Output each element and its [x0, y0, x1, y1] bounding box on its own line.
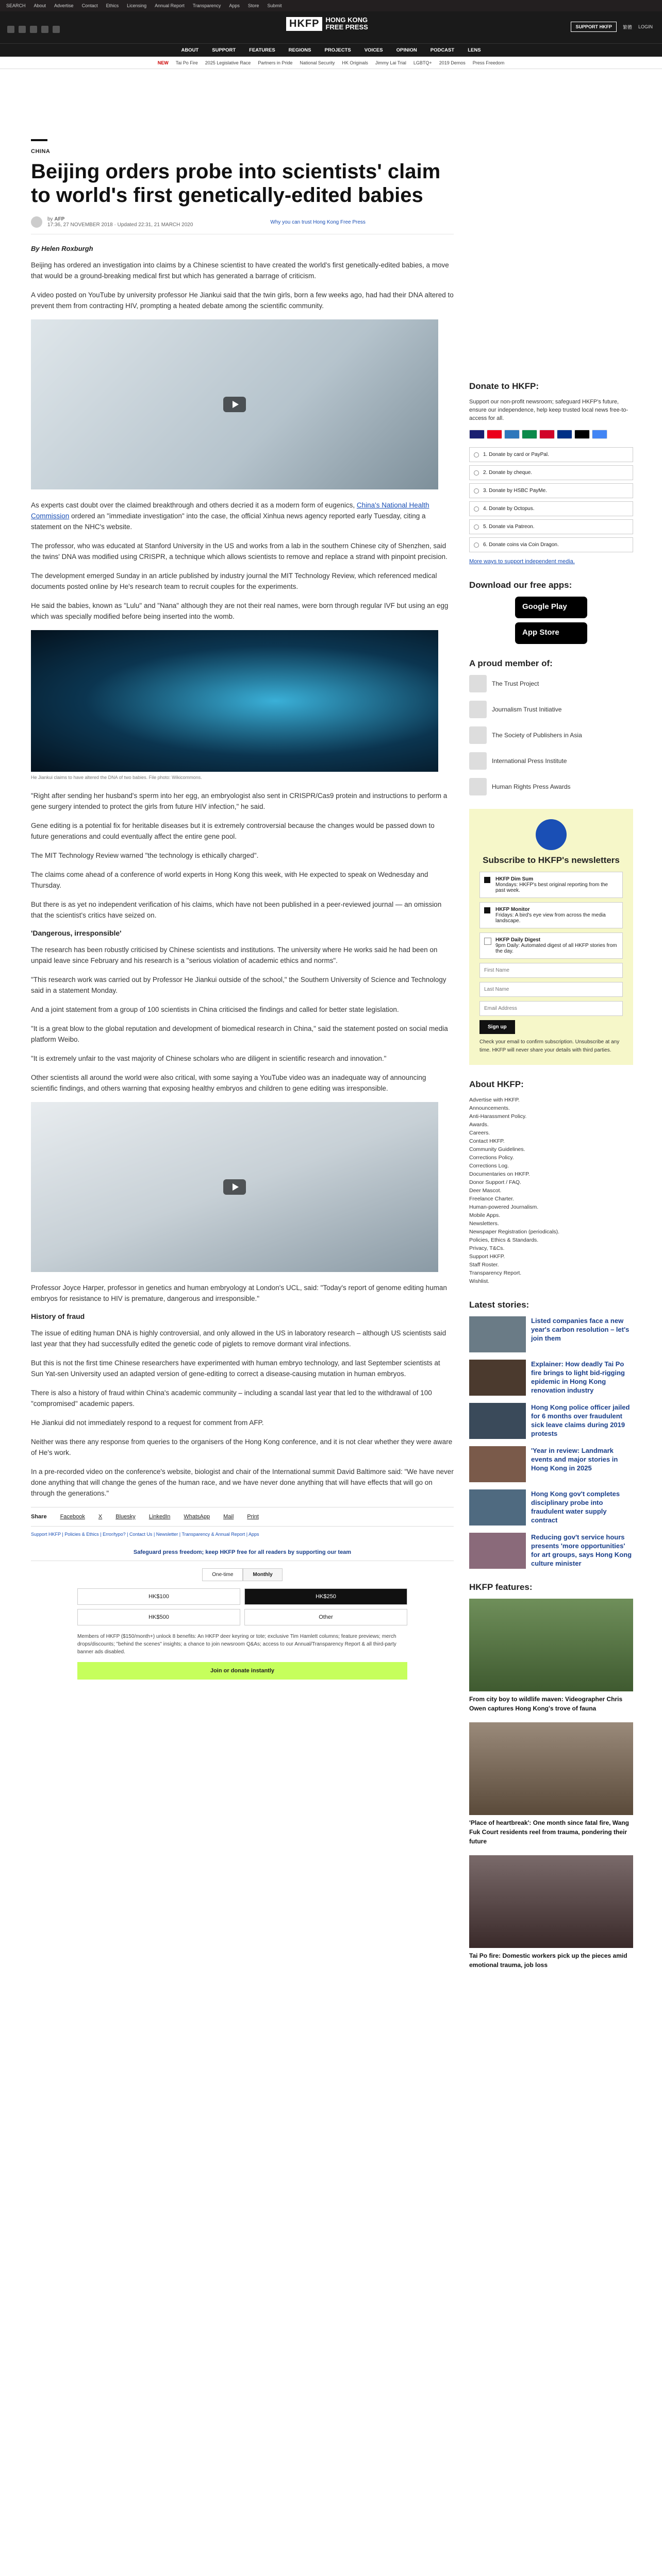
first-name-input[interactable] [479, 963, 623, 978]
about-item[interactable]: Newspaper Registration (periodicals). [469, 1229, 560, 1235]
paragraph: Neither was there any response from queries to the organisers of the Hong Kong conference, and it is not clear whether they were aware of He's work. [31, 1438, 453, 1456]
main-nav [0, 43, 662, 57]
latest-story[interactable]: Listed companies face a new year's carbon resolution – let's join them [469, 1316, 633, 1352]
utility-licensing[interactable]: Licensing [127, 3, 147, 8]
feature-image [469, 1855, 633, 1948]
about-item[interactable]: Transparency Report. [469, 1270, 522, 1276]
video-embed-1[interactable] [31, 319, 438, 489]
about-item[interactable]: Contact HKFP. [469, 1138, 505, 1144]
utility-advertise[interactable]: Advertise [54, 3, 74, 8]
member-org[interactable]: Human Rights Press Awards [469, 778, 633, 795]
signup-button[interactable]: Sign up [479, 1020, 515, 1034]
trending-legislative[interactable]: 2025 Legislative Race [205, 60, 251, 65]
utility-search[interactable]: SEARCH [6, 3, 26, 8]
trending-lgbtq[interactable]: LGBTQ+ [413, 60, 432, 65]
paragraph: The claims come ahead of a conference of world experts in Hong Kong this week, with He expected to speak on Wednesday and Thursday. [31, 871, 428, 889]
amount-option-other[interactable]: Other [244, 1609, 407, 1625]
paragraph: "This research work was carried out by Professor He Jiankui outside of the school," the Southern University of Science and Technology said in a statement Monday. [31, 976, 446, 994]
trust-project-logo [469, 675, 487, 692]
latest-story[interactable]: 'Year in review: Landmark events and major stories in Hong Kong in 2025 [469, 1446, 633, 1482]
utility-store[interactable]: Store [247, 3, 259, 8]
login-link[interactable]: LOGIN [638, 24, 653, 29]
share-label: Share [31, 1514, 47, 1520]
member-org[interactable]: Journalism Trust Initiative [469, 701, 633, 718]
feature-story[interactable]: From city boy to wildlife maven: Videographer Chris Owen captures Hong Kong's trove of fauna [469, 1599, 633, 1713]
paragraph: "Right after sending her husband's sperm into her egg, an embryologist also sent in CRISPR/Cas9 protein and instructions to perform a gene surgery intended to protect the girls from future HIV infection," he said. [31, 792, 448, 810]
donate-text: Support our non-profit newsroom; safeguard HKFP's future, ensure our independence, help keep trusted local news free-to-access for all. [469, 399, 628, 421]
amount-option[interactable]: HK$500 [77, 1609, 240, 1625]
trending-tai-po-fire[interactable]: Tai Po Fire [175, 60, 198, 65]
ipi-logo [469, 752, 487, 770]
trending-2019[interactable]: 2019 Demos [439, 60, 466, 65]
newsletter-option[interactable]: HKFP Daily Digest 9pm Daily: Automated digest of all HKFP stories from the day. [479, 933, 623, 959]
member-org[interactable]: International Press Institute [469, 752, 633, 770]
article-title: Beijing orders probe into scientists' claim to world's first genetically-edited babies [31, 160, 441, 207]
subheading: 'Dangerous, irresponsible' [31, 929, 122, 937]
latest-story[interactable]: Explainer: How deadly Tai Po fire brings to light bid-rigging epidemic in Hong Kong renovation industry [469, 1360, 633, 1396]
donate-option[interactable]: 3. Donate by HSBC PayMe. [469, 483, 633, 498]
paypal-icon [557, 430, 572, 439]
youtube-icon[interactable] [41, 26, 48, 33]
nav-support[interactable]: SUPPORT [212, 47, 236, 53]
nav-podcast[interactable]: PODCAST [430, 47, 455, 53]
image-caption: He Jiankui claims to have altered the DNA of two babies. File photo: Wikicommons. [31, 775, 202, 780]
story-thumb [469, 1403, 526, 1439]
googlepay-icon [592, 430, 607, 439]
play-icon[interactable] [223, 1179, 246, 1195]
trending-jimmy-lai[interactable]: Jimmy Lai Trial [375, 60, 406, 65]
utility-transparency[interactable]: Transparency [192, 3, 221, 8]
share-bluesky[interactable]: Bluesky [115, 1514, 136, 1520]
dna-figure [31, 630, 438, 780]
story-thumb [469, 1446, 526, 1482]
paragraph: A video posted on YouTube by university professor He Jiankui said that the twin girls, born a few weeks ago, had had their DNA altered to prevent them from contracting HIV, prompting a heated debate among the scientific community. [31, 291, 454, 310]
video-embed-2[interactable] [31, 1102, 438, 1272]
feature-image [469, 1722, 633, 1815]
paragraph: As experts cast doubt over the claimed breakthrough and others decried it as a modern form of eugenics, China's National Health Commission ordered an "immediate investigation" into the case, the official Xinhua news agency reported early Tuesday, citing a statement on the NHC's website. [31, 501, 429, 531]
paragraph: He said the babies, known as "Lulu" and "Nana" although they are not their real names, were born through regular IVF but using an egg which was specially modified before being inserted into the womb. [31, 602, 449, 620]
donate-option[interactable]: 2. Donate by cheque. [469, 465, 633, 480]
trending-press-freedom[interactable]: Press Freedom [472, 60, 505, 65]
support-button[interactable]: SUPPORT HKFP [571, 22, 617, 32]
dna-image [31, 630, 438, 772]
about-item[interactable]: Human-powered Journalism. [469, 1204, 539, 1210]
donate-option[interactable]: 6. Donate coins via Coin Dragon. [469, 537, 633, 552]
nav-voices[interactable]: VOICES [364, 47, 383, 53]
share-mail[interactable]: Mail [223, 1514, 234, 1520]
paragraph: Gene editing is a potential fix for heritable diseases but it is extremely controversial because the changes would be passed down to future generations and could eventually affect the entire gene pool. [31, 822, 435, 840]
feature-story[interactable]: 'Place of heartbreak': One month since fatal fire, Wang Fuk Court residents reel from trauma, pondering their future [469, 1722, 633, 1846]
latest-story[interactable]: Reducing gov't service hours presents 'more opportunities' for art groups, says Hong Kong culture minister [469, 1533, 633, 1569]
site-logo[interactable] [286, 16, 368, 31]
join-button[interactable]: Join or donate instantly [77, 1662, 407, 1680]
membership-benefits: Members of HKFP ($150/month+) unlock 8 benefits: An HKFP deer keyring or tote; exclusive Tim Hamlett columns; feature previews; merch drops/discounts; "behind the scenes" insights; a chance to join newsroom Q&As; access to our Annual/Transparency Report & all third-party banner ads disabled. [77, 1634, 396, 1655]
about-item[interactable]: Corrections Log. [469, 1163, 509, 1169]
paragraph: The issue of editing human DNA is highly controversial, and only allowed in the US in laboratory research – although US scientists said last year that they had successfully edited the genetic code of piglets to remove dormant viral infections. [31, 1329, 446, 1348]
about-item[interactable]: Wishlist. [469, 1278, 490, 1284]
member-org[interactable]: The Society of Publishers in Asia [469, 726, 633, 744]
utility-annual-report[interactable]: Annual Report [155, 3, 185, 8]
share-bar [31, 1507, 454, 1527]
about-item[interactable]: Mobile Apps. [469, 1212, 501, 1218]
radio-icon [474, 506, 479, 512]
article-footer-links[interactable]: Support HKFP | Policies & Ethics | Error/typo? | Contact Us | Newsletter | Transparency & Annual Report | Apps [31, 1532, 259, 1537]
paragraph: But there is as yet no independent verification of his claims, which have not been published in a peer-reviewed journal — an omission that the scientist's critics have seized on. [31, 901, 442, 919]
logo-mark: HKFP [286, 17, 322, 31]
nav-projects[interactable]: PROJECTS [324, 47, 351, 53]
subheading: History of fraud [31, 1312, 85, 1320]
paragraph: In a pre-recorded video on the conference's website, biologist and chair of the International summit David Baltimore said: "We have never done anything that will change the genes of the human race, and we have never done anything that will have effects that will go on through the generations." [31, 1468, 454, 1497]
paragraph: "It is extremely unfair to the vast majority of Chinese scholars who are diligent in scientific research and innovation." [31, 1055, 387, 1062]
donate-option[interactable]: 5. Donate via Patreon. [469, 519, 633, 534]
radio-icon [474, 452, 479, 457]
tab-monthly[interactable]: Monthly [243, 1568, 282, 1581]
nhc-link[interactable]: China's National Health Commission [31, 501, 429, 520]
utility-ethics[interactable]: Ethics [106, 3, 119, 8]
utility-about[interactable]: About [34, 3, 46, 8]
social-icons [7, 26, 60, 33]
article-meta: by AFP 17:36, 27 NOVEMBER 2018 · Updated 22:31, 21 MARCH 2020 Why you can trust Hong Kong Free Press [31, 216, 454, 234]
about-item[interactable]: Anti-Harassment Policy. [469, 1113, 527, 1120]
instagram-icon[interactable] [30, 26, 37, 33]
donate-heading: Donate to HKFP: [469, 381, 539, 391]
share-linkedin[interactable]: LinkedIn [148, 1514, 171, 1520]
about-item[interactable]: Staff Roster. [469, 1262, 499, 1268]
about-item[interactable]: Corrections Policy. [469, 1155, 514, 1161]
trending-security[interactable]: National Security [300, 60, 335, 65]
last-name-input[interactable] [479, 982, 623, 997]
about-item[interactable]: Awards. [469, 1122, 489, 1128]
play-icon[interactable] [223, 397, 246, 412]
paragraph: But this is not the first time Chinese researchers have experimented with human embryo technology, and last September scientists at Sun Yat-sen University used an adapted version of gene-editing to correct a disease-causing mutation in human embryos. [31, 1359, 440, 1378]
feature-story[interactable]: Tai Po fire: Domestic workers pick up the pieces amid emotional trauma, job loss [469, 1855, 633, 1970]
share-facebook[interactable]: Facebook [60, 1514, 85, 1520]
sidebar [469, 381, 633, 1979]
paragraph: "It is a great blow to the global reputation and development of biomedical research in China," said the statement posted on social media platform Weibo. [31, 1025, 448, 1043]
publish-date: 17:36, 27 NOVEMBER 2018 · Updated 22:31, 21 MARCH 2020 [47, 222, 193, 228]
about-item[interactable]: Newsletters. [469, 1221, 499, 1227]
paragraph: The professor, who was educated at Stanford University in the US and works from a lab in the southern Chinese city of Shenzhen, said the twins' DNA was modified using CRISPR, a technique which allows scientists to remove and replace a strand with pinpoint precision. [31, 542, 448, 561]
trending-originals[interactable]: HK Originals [342, 60, 368, 65]
about-item[interactable]: Careers. [469, 1130, 490, 1136]
language-link[interactable]: 繁體 [622, 24, 632, 30]
about-item[interactable]: Privacy, T&Cs. [469, 1245, 505, 1251]
nav-opinion[interactable]: OPINION [396, 47, 417, 53]
google-play-badge[interactable]: Google Play [515, 597, 587, 618]
story-thumb [469, 1316, 526, 1352]
share-print[interactable]: Print [247, 1514, 259, 1520]
new-label: NEW [157, 60, 169, 65]
mastercard-icon [487, 430, 502, 439]
article [31, 139, 454, 1690]
logo-line2: FREE PRESS [325, 23, 368, 31]
about-item[interactable]: Policies, Ethics & Standards. [469, 1237, 539, 1243]
about-item[interactable]: Support HKFP. [469, 1253, 505, 1260]
paragraph: The MIT Technology Review warned "the technology is ethically charged". [31, 852, 259, 859]
visa-icon [469, 430, 485, 439]
about-list [469, 1096, 633, 1285]
masthead [0, 11, 662, 43]
story-thumb [469, 1533, 526, 1569]
video-thumbnail [31, 1102, 438, 1272]
linkedin-icon[interactable] [53, 26, 60, 33]
donate-banner[interactable]: Safeguard press freedom; keep HKFP free for all readers by supporting our team [31, 1544, 454, 1561]
nav-regions[interactable]: REGIONS [288, 47, 311, 53]
newsletter-option[interactable]: HKFP Monitor Fridays: A bird's eye view from across the media landscape. [479, 902, 623, 928]
nav-about[interactable]: ABOUT [181, 47, 199, 53]
newsletter-heading: Subscribe to HKFP's newsletters [483, 855, 620, 865]
utility-contact[interactable]: Contact [81, 3, 98, 8]
email-input[interactable] [479, 1001, 623, 1016]
about-item[interactable]: Announcements. [469, 1105, 510, 1111]
radio-icon [474, 488, 479, 494]
author-avatar [31, 216, 42, 228]
more-ways-link[interactable]: More ways to support independent media. [469, 558, 575, 565]
unionpay-icon [539, 430, 555, 439]
article-category[interactable]: CHINA [31, 148, 51, 155]
radio-icon [474, 543, 479, 548]
newsletter-note: Check your email to confirm subscription. Unsubscribe at any time. HKFP will never share your details with third parties. [479, 1039, 620, 1053]
paragraph: And a joint statement from a group of 100 scientists in China criticised the findings and called for better state legislation. [31, 1006, 399, 1013]
payment-icons [469, 430, 633, 439]
paragraph: The research has been robustly criticised by Chinese scientists and institutions. The university where He works said he had been on unpaid leave since February and his research is a "serious violation of academic ethics and norms". [31, 946, 438, 964]
x-icon[interactable] [19, 26, 26, 33]
trending-pride[interactable]: Partners in Pride [258, 60, 293, 65]
story-thumb [469, 1360, 526, 1396]
newsletter-box [469, 809, 633, 1065]
latest-heading: Latest stories: [469, 1300, 529, 1310]
amount-option-selected[interactable]: HK$250 [244, 1588, 407, 1605]
paragraph: There is also a history of fraud within China's academic community – including a scandal last year that led to the withdrawal of 100 "compromised" academic papers. [31, 1389, 432, 1408]
radio-icon [474, 470, 479, 476]
paragraph: Professor Joyce Harper, professor in genetics and human embryology at London's UCL, said: "Today's report of genome editing human embryos for resistance to HIV is premature, dangerous and irresponsible." [31, 1284, 447, 1302]
feature-image [469, 1599, 633, 1691]
paragraph: He Jiankui did not immediately respond to a request for comment from AFP. [31, 1419, 264, 1427]
amex-icon [504, 430, 520, 439]
sopa-logo [469, 726, 487, 744]
nav-features[interactable]: FEATURES [249, 47, 275, 53]
facebook-icon[interactable] [7, 26, 14, 33]
about-item[interactable]: Documentaries on HKFP. [469, 1171, 530, 1177]
trending-nav [0, 57, 662, 69]
story-thumb [469, 1489, 526, 1526]
donate-option[interactable]: 4. Donate by Octopus. [469, 501, 633, 516]
logo-line1: HONG KONG [325, 16, 368, 24]
about-item[interactable]: Donor Support / FAQ. [469, 1179, 521, 1185]
hkfp-badge [536, 819, 567, 850]
trust-link[interactable]: Why you can trust Hong Kong Free Press [270, 219, 366, 225]
utility-bar [0, 0, 662, 11]
share-x[interactable]: X [98, 1514, 103, 1520]
amount-option[interactable]: HK$100 [77, 1588, 240, 1605]
tab-one-time[interactable]: One-time [202, 1568, 243, 1581]
features-heading: HKFP features: [469, 1582, 533, 1592]
paragraph: Other scientists all around the world were also critical, with some saying a YouTube video was an inadequate way of announcing scientific findings, and others warning that exposing healthy embryos and children to gene editing was irresponsible. [31, 1074, 426, 1092]
paragraph: Beijing has ordered an investigation into claims by a Chinese scientist to have created the world's first genetically-edited babies, a move that would be a ground-breaking medical first but which has generated a barrage of criticism. [31, 261, 449, 280]
about-item[interactable]: Deer Mascot. [469, 1188, 502, 1194]
video-thumbnail [31, 319, 438, 489]
hrpa-logo [469, 778, 487, 795]
utility-apps[interactable]: Apps [229, 3, 240, 8]
donate-option[interactable]: 1. Donate by card or PayPal. [469, 447, 633, 462]
app-store-badge[interactable]: App Store [515, 622, 587, 644]
latest-story[interactable]: Hong Kong police officer jailed for 6 months over fraudulent sick leave claims during 2019 protests [469, 1403, 633, 1439]
author-name[interactable]: AFP [54, 216, 65, 222]
about-heading: About HKFP: [469, 1079, 524, 1089]
kicker-rule [31, 139, 47, 141]
apps-heading: Download our free apps: [469, 580, 572, 590]
members-heading: A proud member of: [469, 658, 553, 668]
paragraph: The development emerged Sunday in an article published by industry journal the MIT Technology Review, which referenced medical documents posted online by He's research team to recruit couples for the experiments. [31, 572, 437, 590]
about-item[interactable]: Freelance Charter. [469, 1196, 514, 1202]
member-org[interactable]: The Trust Project [469, 675, 633, 692]
nav-lens[interactable]: LENS [468, 47, 481, 53]
latest-story[interactable]: Hong Kong gov't completes disciplinary probe into fraudulent water supply contract [469, 1489, 633, 1526]
radio-icon [474, 524, 479, 530]
jcb-icon [522, 430, 537, 439]
donate-amounts [77, 1588, 407, 1625]
share-whatsapp[interactable]: WhatsApp [184, 1514, 210, 1520]
utility-submit[interactable]: Submit [267, 3, 282, 8]
about-item[interactable]: Advertise with HKFP. [469, 1097, 520, 1103]
donate-frequency-tabs [31, 1568, 454, 1581]
about-item[interactable]: Community Guidelines. [469, 1146, 525, 1153]
byline: By Helen Roxburgh [31, 245, 93, 252]
newsletter-option[interactable]: HKFP Dim Sum Mondays: HKFP's best original reporting from the past week. [479, 872, 623, 898]
jti-logo [469, 701, 487, 718]
applepay-icon [574, 430, 590, 439]
